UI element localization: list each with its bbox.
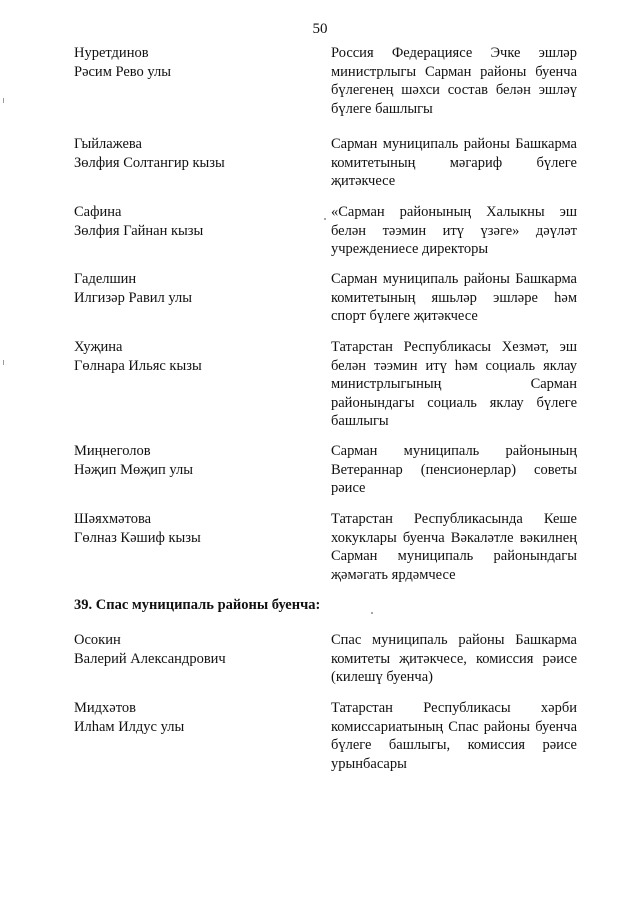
member-surname: Миңнеголов — [74, 443, 151, 459]
member-surname: Осокин — [74, 632, 121, 648]
member-name — [74, 338, 314, 375]
member-given-name: Нәҗип Мөҗип улы — [74, 461, 193, 478]
member-position: Татарстан Республикасы Хезмәт, эш белән тәэмин итү һәм социаль яклау министрлыгының Сарман районындагы социаль яклау бүлеге башлыгы — [331, 339, 577, 429]
member-name — [74, 135, 314, 172]
member-given-name: Илһам Илдус улы — [74, 718, 185, 735]
member-position: Россия Федерациясе Эчке эшләр министрлыгы Сарман районы буенча бүлегенең шәхси состав белән эшләү бүлеге башлыгы — [331, 45, 577, 117]
page-number: 50 — [312, 21, 328, 37]
member-name — [74, 699, 314, 736]
member-position: Сарман муниципаль районының Ветераннар (пенсионерлар) советы рәисе — [331, 443, 577, 496]
member-position: Татарстан Республикасы хәрби комиссариатының Спас районы буенча бүлеге башлыгы, комиссия рәисе урынбасары — [331, 700, 577, 772]
member-surname: Мидхәтов — [74, 700, 136, 716]
member-position: Сарман муниципаль районы Башкарма комитетының мәгариф бүлеге җитәкчесе — [331, 136, 577, 189]
member-given-name: Илгизәр Равил улы — [74, 289, 193, 306]
member-position: Татарстан Республикасында Кеше хокуклары буенча Вәкаләтле вәкилнең Сарман муниципаль районындагы җәмәгать ярдәмчесе — [331, 511, 577, 583]
member-given-name: Рәсим Рево улы — [74, 63, 172, 80]
scan-artifact — [3, 98, 4, 103]
member-surname: Шәяхмәтова — [74, 511, 152, 527]
member-surname: Гаделшин — [74, 271, 137, 287]
member-given-name: Валерий Александрович — [74, 650, 226, 667]
member-name — [74, 44, 314, 81]
member-given-name: Зөлфия Солтангир кызы — [74, 154, 225, 171]
member-surname: Гыйлажева — [74, 136, 142, 152]
member-name — [74, 442, 314, 479]
member-name — [74, 510, 314, 547]
member-surname: Сафина — [74, 204, 122, 220]
member-name — [74, 203, 314, 240]
member-name — [74, 631, 314, 668]
member-position: «Сарман районының Халыкны эш белән тәэмин итү үзәге» дәүләт учреждениесе директоры — [331, 204, 577, 257]
member-name — [74, 270, 314, 307]
member-given-name: Гөлнара Ильяс кызы — [74, 357, 202, 374]
member-position: Спас муниципаль районы Башкарма комитеты җитәкчесе, комиссия рәисе (килешү буенча) — [331, 632, 577, 685]
member-given-name: Зөлфия Гайнан кызы — [74, 222, 204, 239]
scan-artifact — [324, 218, 326, 220]
section-heading: 39. Спас муниципаль районы буенча: — [74, 597, 321, 613]
member-position: Сарман муниципаль районы Башкарма комитетының яшьләр эшләре һәм спорт бүлеге җитәкчесе — [331, 271, 577, 324]
scan-artifact — [371, 612, 373, 614]
member-surname: Нуретдинов — [74, 45, 149, 61]
member-surname: Хуҗина — [74, 339, 123, 355]
scan-artifact — [3, 360, 4, 365]
member-given-name: Гөлназ Кәшиф кызы — [74, 529, 201, 546]
